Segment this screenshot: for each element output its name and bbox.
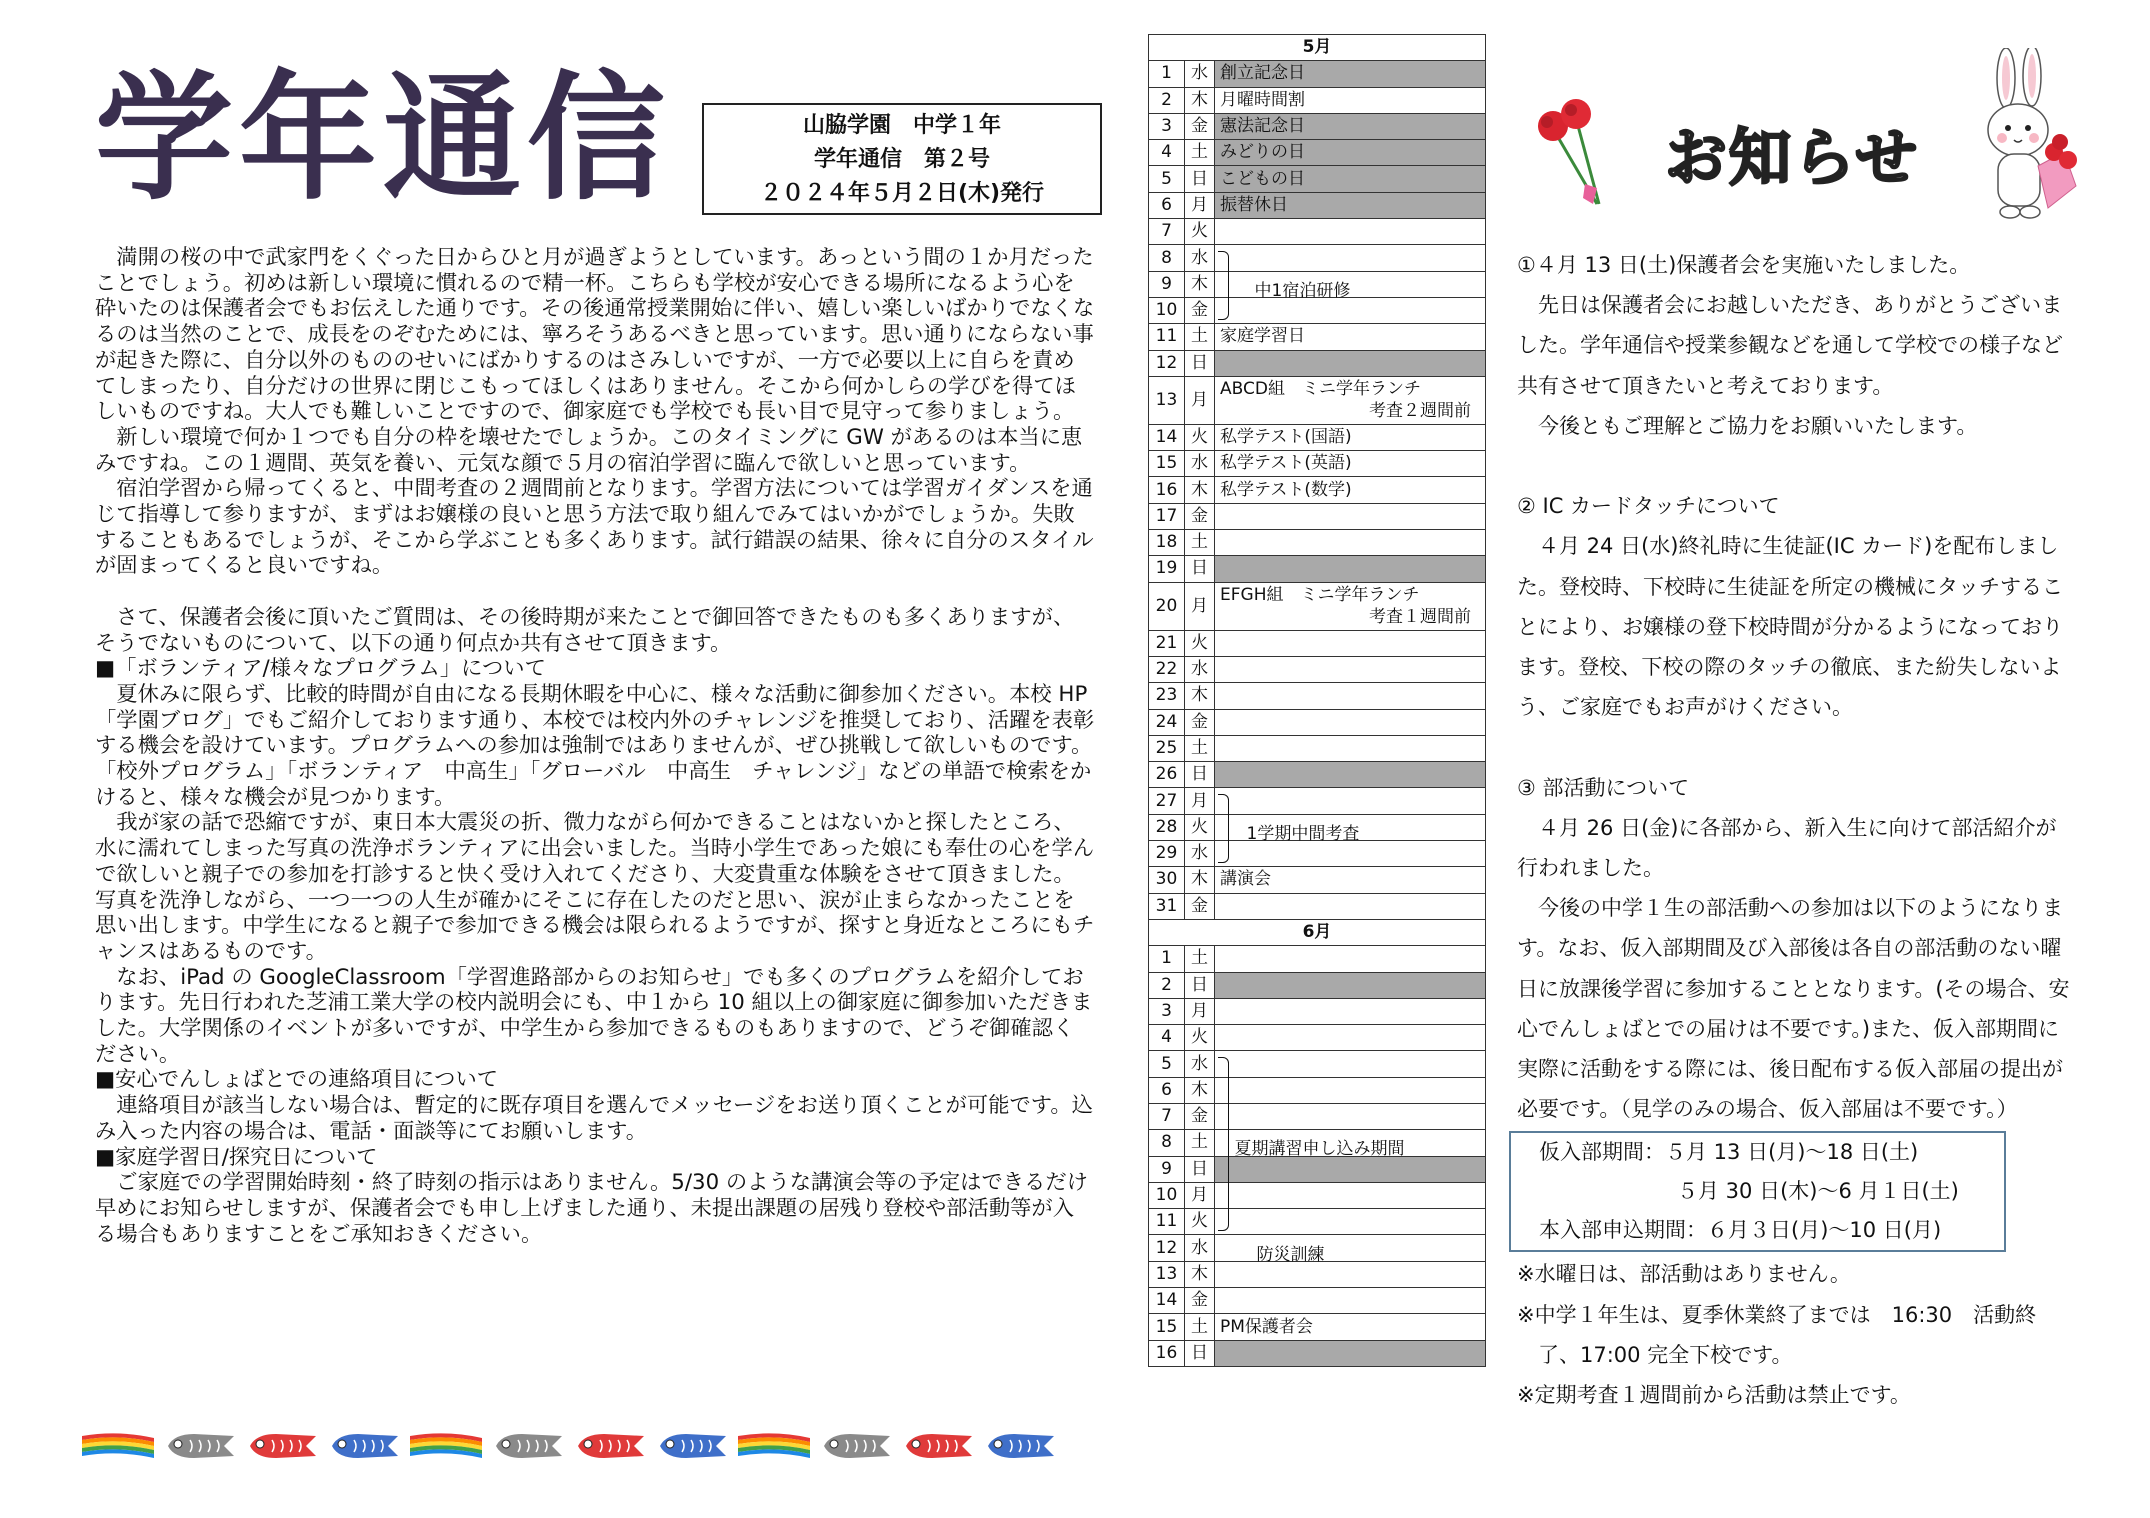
event-sublabel: 考査１週間前 [1369, 607, 1472, 628]
day-number: 11 [1149, 1209, 1185, 1235]
notices-heading: お知らせ [1665, 121, 1920, 194]
event-cell [1215, 1235, 1486, 1261]
trial-period-2: ５月 30 日(木)～6 月１日(土) [1677, 1179, 1959, 1204]
calendar-row [1149, 219, 1486, 245]
event-cell [1215, 1156, 1486, 1182]
weekday: 日 [1185, 762, 1215, 788]
calendar-row [1149, 1288, 1486, 1314]
day-number: 11 [1149, 324, 1185, 350]
weekday: 木 [1185, 271, 1215, 297]
day-number: 26 [1149, 762, 1185, 788]
calendar-row [1149, 1182, 1486, 1208]
day-number: 1 [1149, 946, 1185, 972]
day-number: 16 [1149, 477, 1185, 503]
weekday: 日 [1185, 556, 1215, 582]
article-paragraph: なお、iPad の GoogleClassroom「学習進路部からのお知らせ」でも多くのプログラムを紹介しております。先日行われた芝浦工業大学の校内説明会にも、中１から 10 組以上の御家庭に御参加いただきました。大学関係のイベントが多いですが、中学生から参加できるものもありますので、どうぞ御確認ください。 [95, 964, 1093, 1067]
weekday: 金 [1185, 113, 1215, 139]
day-number: 16 [1149, 1340, 1185, 1366]
weekday: 月 [1185, 998, 1215, 1024]
day-number: 13 [1149, 376, 1185, 424]
event-cell [1215, 376, 1486, 424]
day-number: 15 [1149, 1314, 1185, 1340]
event-cell [1215, 788, 1486, 814]
day-number: 23 [1149, 683, 1185, 709]
event-label: EFGH組 ミニ学年ランチ [1220, 585, 1420, 606]
newsletter-title: 学年通信 [95, 58, 672, 219]
date-range-brace [1218, 1057, 1229, 1231]
weekday: 土 [1185, 530, 1215, 556]
day-number: 20 [1149, 582, 1185, 630]
event-cell: こどもの日 [1215, 166, 1486, 192]
event-cell [1215, 219, 1486, 245]
calendar-row [1149, 582, 1486, 630]
koinobori-icon [332, 1434, 398, 1458]
day-number: 10 [1149, 297, 1185, 323]
event-cell: 創立記念日 [1215, 61, 1486, 87]
calendar-row [1149, 556, 1486, 582]
calendar-row [1149, 376, 1486, 424]
day-number: 8 [1149, 1130, 1185, 1156]
day-number: 28 [1149, 814, 1185, 840]
weekday: 水 [1185, 245, 1215, 271]
day-number: 2 [1149, 87, 1185, 113]
calendar-row [1149, 451, 1486, 477]
day-number: 29 [1149, 841, 1185, 867]
event-cell: 私学テスト(国語) [1215, 424, 1486, 450]
calendar-row [1149, 192, 1486, 218]
issue-date: ２０２４年５月２日(木)発行 [759, 181, 1045, 206]
article-paragraph: 連絡項目が該当しない場合は、暫定的に既存項目を選んでメッセージをお送り頂くことが可能です。込み入った内容の場合は、電話・面談等にてお願いします。 [95, 1093, 1093, 1144]
weekday: 日 [1185, 1340, 1215, 1366]
calendar-row [1149, 140, 1486, 166]
weekday: 土 [1185, 1314, 1215, 1340]
koinobori-decoration [82, 1428, 1102, 1464]
event-cell [1215, 709, 1486, 735]
calendar-row [1149, 350, 1486, 376]
calendar-row [1149, 113, 1486, 139]
weekday: 火 [1185, 1209, 1215, 1235]
notice-3-text: 今後の中学１生の部活動への参加は以下のようになります。なお、仮入部期間及び入部後は各自の部活動のない曜日に放課後学習に参加することとなります。(その場合、安心でんしょばとでの届けは不要です。)また、仮入部期間に実際に活動をする際には、後日配布する仮入部届の提出が必要です。（見学のみの場合、仮入部届は不要です。） [1517, 896, 2070, 1122]
weekday: 日 [1185, 1156, 1215, 1182]
calendar-row [1149, 1261, 1486, 1287]
day-number: 8 [1149, 245, 1185, 271]
calendar-row [1149, 735, 1486, 761]
day-number: 5 [1149, 166, 1185, 192]
koinobori-icon [988, 1434, 1054, 1458]
day-number: 12 [1149, 350, 1185, 376]
koinobori-icon [168, 1434, 234, 1458]
day-number: 1 [1149, 61, 1185, 87]
article-paragraph: 宿泊学習から帰ってくると、中間考査の２週間前となります。学習方法については学習ガイダンスを通じて指導して参りますが、まずはお嬢様の良いと思う方法で取り組んでみてはいかがでしょうか。失敗することもあるでしょうが、そこから学ぶことも多くあります。試行錯誤の結果、徐々に自分のスタイルが固まってくると良いですね。 [95, 476, 1094, 579]
event-cell: 憲法記念日 [1215, 113, 1486, 139]
article-paragraph: 新しい環境で何か１つでも自分の枠を壊せたでしょうか。このタイミングに GW があるのは本当に恵みですね。この１週間、英気を養い、元気な顔で５月の宿泊学習に臨んで欲しいと思っています。 [95, 424, 1083, 476]
date-range-brace [1218, 794, 1229, 863]
event-cell: 私学テスト(英語) [1215, 451, 1486, 477]
day-number: 19 [1149, 556, 1185, 582]
day-number: 7 [1149, 219, 1185, 245]
event-cell [1215, 1261, 1486, 1287]
event-cell [1215, 530, 1486, 556]
section-heading: ■「ボランティア/様々なプログラム」について [95, 656, 546, 682]
weekday: 木 [1185, 477, 1215, 503]
weekday: 金 [1185, 893, 1215, 919]
calendar-row [1149, 477, 1486, 503]
day-number: 3 [1149, 113, 1185, 139]
event-cell: 講演会 [1215, 867, 1486, 893]
event-cell [1215, 946, 1486, 972]
event-cell [1215, 503, 1486, 529]
event-cell: 私学テスト(数学) [1215, 477, 1486, 503]
calendar-row [1149, 946, 1486, 972]
span-event-label: 夏期講習申し込み期間 [1234, 1139, 1405, 1160]
event-cell [1215, 630, 1486, 656]
day-number: 9 [1149, 271, 1185, 297]
weekday: 日 [1185, 350, 1215, 376]
day-number: 7 [1149, 1103, 1185, 1129]
koinobori-icon [250, 1434, 316, 1458]
calendar-row [1149, 1025, 1486, 1051]
day-number: 15 [1149, 451, 1185, 477]
club-period-box [1509, 1131, 2006, 1252]
koinobori-icon [738, 1433, 810, 1458]
club-note: ※中学１年生は、夏季休業終了までは 16:30 活動終了、17:00 完全下校です。 [1517, 1302, 2037, 1367]
trial-period: 仮入部期間：５月 13 日(月)～18 日(土) [1539, 1140, 1919, 1165]
day-number: 6 [1149, 192, 1185, 218]
calendar-row [1149, 656, 1486, 682]
event-cell [1215, 1077, 1486, 1103]
day-number: 27 [1149, 788, 1185, 814]
weekday: 火 [1185, 424, 1215, 450]
day-number: 4 [1149, 1025, 1185, 1051]
day-number: 17 [1149, 503, 1185, 529]
rabbit-with-bouquet-icon [1972, 48, 2092, 228]
issue-number: 学年通信 第２号 [813, 147, 990, 172]
day-number: 30 [1149, 867, 1185, 893]
carnation-icon [1527, 92, 1617, 212]
calendar-row [1149, 166, 1486, 192]
span-event-label: 中1宿泊研修 [1254, 280, 1351, 301]
span-event-label: 1学期中間考査 [1246, 823, 1360, 844]
weekday: 金 [1185, 1288, 1215, 1314]
event-cell [1215, 297, 1486, 323]
calendar-row [1149, 867, 1486, 893]
calendar-row [1149, 1340, 1486, 1366]
issue-school: 山脇学園 中学１年 [802, 113, 1001, 138]
weekday: 金 [1185, 297, 1215, 323]
weekday: 水 [1185, 451, 1215, 477]
calendar-row [1149, 324, 1486, 350]
event-cell: 家庭学習日 [1215, 324, 1486, 350]
day-number: 14 [1149, 424, 1185, 450]
koinobori-icon [906, 1434, 972, 1458]
weekday: 土 [1185, 1130, 1215, 1156]
weekday: 金 [1185, 503, 1215, 529]
notice-1-text: 先日は保護者会にお越しいただき、ありがとうございました。学年通信や授業参観などを通して学校での様子など共有させて頂きたいと考えております。 [1517, 293, 2063, 398]
notice-3-text: ４月 26 日(金)に各部から、新入生に向けて部活紹介が行われました。 [1517, 815, 2057, 881]
koinobori-icon [578, 1434, 644, 1458]
weekday: 木 [1185, 867, 1215, 893]
day-number: 21 [1149, 630, 1185, 656]
calendar-row [1149, 503, 1486, 529]
section-heading: ■安心でんしょばとでの連絡項目について [95, 1067, 499, 1093]
event-cell [1215, 1182, 1486, 1208]
event-cell [1215, 893, 1486, 919]
weekday: 木 [1185, 1261, 1215, 1287]
weekday: 月 [1185, 192, 1215, 218]
weekday: 土 [1185, 946, 1215, 972]
koinobori-icon [410, 1433, 482, 1458]
weekday: 土 [1185, 324, 1215, 350]
koinobori-icon [82, 1433, 154, 1458]
event-cell [1215, 972, 1486, 998]
notice-3-heading: ③ 部活動について [1517, 775, 1690, 800]
weekday: 水 [1185, 61, 1215, 87]
calendar-row [1149, 87, 1486, 113]
calendar-row [1149, 630, 1486, 656]
day-number: 14 [1149, 1288, 1185, 1314]
article-body [95, 245, 1095, 1247]
event-cell: 月曜時間割 [1215, 87, 1486, 113]
day-number: 9 [1149, 1156, 1185, 1182]
calendar-row [1149, 841, 1486, 867]
day-number: 25 [1149, 735, 1185, 761]
event-cell [1215, 1103, 1486, 1129]
weekday: 月 [1185, 788, 1215, 814]
weekday: 土 [1185, 140, 1215, 166]
event-cell: 振替休日 [1215, 192, 1486, 218]
koinobori-icon [496, 1434, 562, 1458]
weekday: 火 [1185, 814, 1215, 840]
month-header: 5月 [1149, 35, 1486, 61]
schedule-calendar [1148, 34, 1486, 1367]
day-number: 6 [1149, 1077, 1185, 1103]
club-note: ※定期考査１週間前から活動は禁止です。 [1517, 1383, 1911, 1408]
day-number: 5 [1149, 1051, 1185, 1077]
event-cell: みどりの日 [1215, 140, 1486, 166]
calendar-row [1149, 1314, 1486, 1340]
date-range-brace [1218, 251, 1229, 320]
article-paragraph: 夏休みに限らず、比較的時間が自由になる長期休暇を中心に、様々な活動に御参加ください。本校 HP「学園ブログ」でもご紹介しております通り、本校では校内外のチャレンジを推奨しており、活躍を表彰する機会を設けています。プログラムへの参加は強制ではありませんが、ぜひ挑戦して欲しいものです。「校外プログラム」「ボランティア 中高生」「グローバル 中高生 チャレンジ」などの単語で検索をかけると、様々な機会が見つかります。 [95, 681, 1095, 810]
day-number: 13 [1149, 1261, 1185, 1287]
day-number: 2 [1149, 972, 1185, 998]
koinobori-icon [660, 1434, 726, 1458]
weekday: 木 [1185, 87, 1215, 113]
weekday: 金 [1185, 1103, 1215, 1129]
calendar-row [1149, 424, 1486, 450]
paragraph-spacer [95, 579, 1095, 605]
weekday: 木 [1185, 1077, 1215, 1103]
article-paragraph: さて、保護者会後に頂いたご質問は、その後時期が来たことで御回答できたものも多くありますが、そうでないものについて、以下の通り何点か共有させて頂きます。 [95, 604, 1075, 656]
issue-info-box [702, 103, 1102, 215]
weekday: 金 [1185, 709, 1215, 735]
span-event-label: 防災訓練 [1256, 1244, 1325, 1265]
event-cell [1215, 762, 1486, 788]
calendar-row [1149, 297, 1486, 323]
event-cell: PM保護者会 [1215, 1314, 1486, 1340]
event-cell [1215, 1340, 1486, 1366]
weekday: 火 [1185, 630, 1215, 656]
event-cell [1215, 683, 1486, 709]
day-number: 18 [1149, 530, 1185, 556]
day-number: 24 [1149, 709, 1185, 735]
event-cell [1215, 998, 1486, 1024]
weekday: 木 [1185, 683, 1215, 709]
day-number: 4 [1149, 140, 1185, 166]
notices-body [1517, 245, 2077, 1415]
calendar-row [1149, 972, 1486, 998]
weekday: 日 [1185, 972, 1215, 998]
calendar-row [1149, 683, 1486, 709]
day-number: 12 [1149, 1235, 1185, 1261]
event-cell [1215, 1209, 1486, 1235]
day-number: 22 [1149, 656, 1185, 682]
weekday: 月 [1185, 582, 1215, 630]
calendar-row [1149, 893, 1486, 919]
weekday: 月 [1185, 376, 1215, 424]
calendar-row [1149, 61, 1486, 87]
event-cell [1215, 656, 1486, 682]
event-cell [1215, 556, 1486, 582]
weekday: 水 [1185, 841, 1215, 867]
koinobori-icon [824, 1434, 890, 1458]
event-sublabel: 考査２週間前 [1369, 401, 1472, 422]
weekday: 火 [1185, 219, 1215, 245]
event-cell [1215, 841, 1486, 867]
event-cell [1215, 1025, 1486, 1051]
day-number: 10 [1149, 1182, 1185, 1208]
notice-1-text: 今後ともご理解とご協力をお願いいたします。 [1538, 413, 1978, 438]
calendar-row [1149, 998, 1486, 1024]
month-header: 6月 [1149, 919, 1486, 945]
notice-2-text: ４月 24 日(水)終礼時に生徒証(IC カード)を配布しました。登校時、下校時に生徒証を所定の機械にタッチすることにより、お嬢様の登下校時間が分かるようになっております。登校、下校の際のタッチの徹底、また紛失しないよう、ご家庭でもお声がけください。 [1517, 534, 2063, 720]
calendar-row [1149, 245, 1486, 271]
calendar-row [1149, 1103, 1486, 1129]
calendar-row [1149, 1156, 1486, 1182]
article-paragraph: 我が家の話で恐縮ですが、東日本大震災の折、微力ながら何かできることはないかと探したところ、水に濡れてしまった写真の洗浄ボランティアに出会いました。当時小学生であった娘にも奉仕の心を学んで欲しいと親子での参加を打診すると快く受け入れてくださり、大変貴重な体験をさせて頂きました。写真を洗浄しながら、一つ一つの人生が確かにそこに存在したのだと思い、涙が止まらなかったことを思い出します。中学生になると親子で参加できる機会は限られるようですが、探すと身近なところにもチャンスはあるものです。 [95, 810, 1095, 964]
club-note: ※水曜日は、部活動はありません。 [1517, 1262, 1851, 1287]
section-heading: ■家庭学習日/探究日について [95, 1144, 378, 1170]
weekday: 火 [1185, 1025, 1215, 1051]
calendar-row [1149, 709, 1486, 735]
notice-2-heading: ② IC カードタッチについて [1517, 494, 1780, 519]
day-number: 31 [1149, 893, 1185, 919]
event-cell [1215, 582, 1486, 630]
event-cell [1215, 350, 1486, 376]
event-label: ABCD組 ミニ学年ランチ [1220, 379, 1421, 400]
weekday: 月 [1185, 1182, 1215, 1208]
calendar-row [1149, 762, 1486, 788]
weekday: 水 [1185, 1051, 1215, 1077]
weekday: 土 [1185, 735, 1215, 761]
notice-1-heading: ①４月 13 日(土)保護者会を実施いたしました。 [1517, 253, 1971, 277]
join-period: 本入部申込期間：６月３日(月)～10 日(月) [1539, 1218, 1942, 1243]
event-cell [1215, 1051, 1486, 1077]
day-number: 3 [1149, 998, 1185, 1024]
article-paragraph: 満開の桜の中で武家門をくぐった日からひと月が過ぎようとしています。あっという間の１か月だったことでしょう。初めは新しい環境に慣れるので精一杯。こちらも学校が安心できる場所になるよう心を砕いたのは保護者会でもお伝えした通りです。その後通常授業開始に伴い、嬉しい楽しいばかりでなくなるのは当然のことで、成長をのぞむためには、寧ろそうあるべきと思っています。思い通りにならない事が起きた際に、自分以外のもののせいにばかりするのはさみしいですが、一方で必要以上に自らを責めてしまったり、自分だけの世界に閉じこもってほしくはありません。そこから何かしらの学びを得てほしいものですね。大人でも難しいことですので、御家庭でも学校でも長い目で見守って参りましょう。 [95, 245, 1095, 425]
weekday: 水 [1185, 1235, 1215, 1261]
article-paragraph: ご家庭での学習開始時刻・終了時刻の指示はありません。5/30 のような講演会等の予定はできるだけ早めにお知らせしますが、保護者会でも申し上げました通り、未提出課題の居残り登校や部活動等が入る場合もありますことをご承知おきください。 [95, 1170, 1088, 1247]
weekday: 日 [1185, 166, 1215, 192]
calendar-row [1149, 530, 1486, 556]
event-cell [1215, 245, 1486, 271]
calendar-row [1149, 1051, 1486, 1077]
event-cell [1215, 1288, 1486, 1314]
event-cell [1215, 735, 1486, 761]
calendar-row [1149, 1209, 1486, 1235]
calendar-row [1149, 1077, 1486, 1103]
weekday: 水 [1185, 656, 1215, 682]
calendar-row [1149, 788, 1486, 814]
